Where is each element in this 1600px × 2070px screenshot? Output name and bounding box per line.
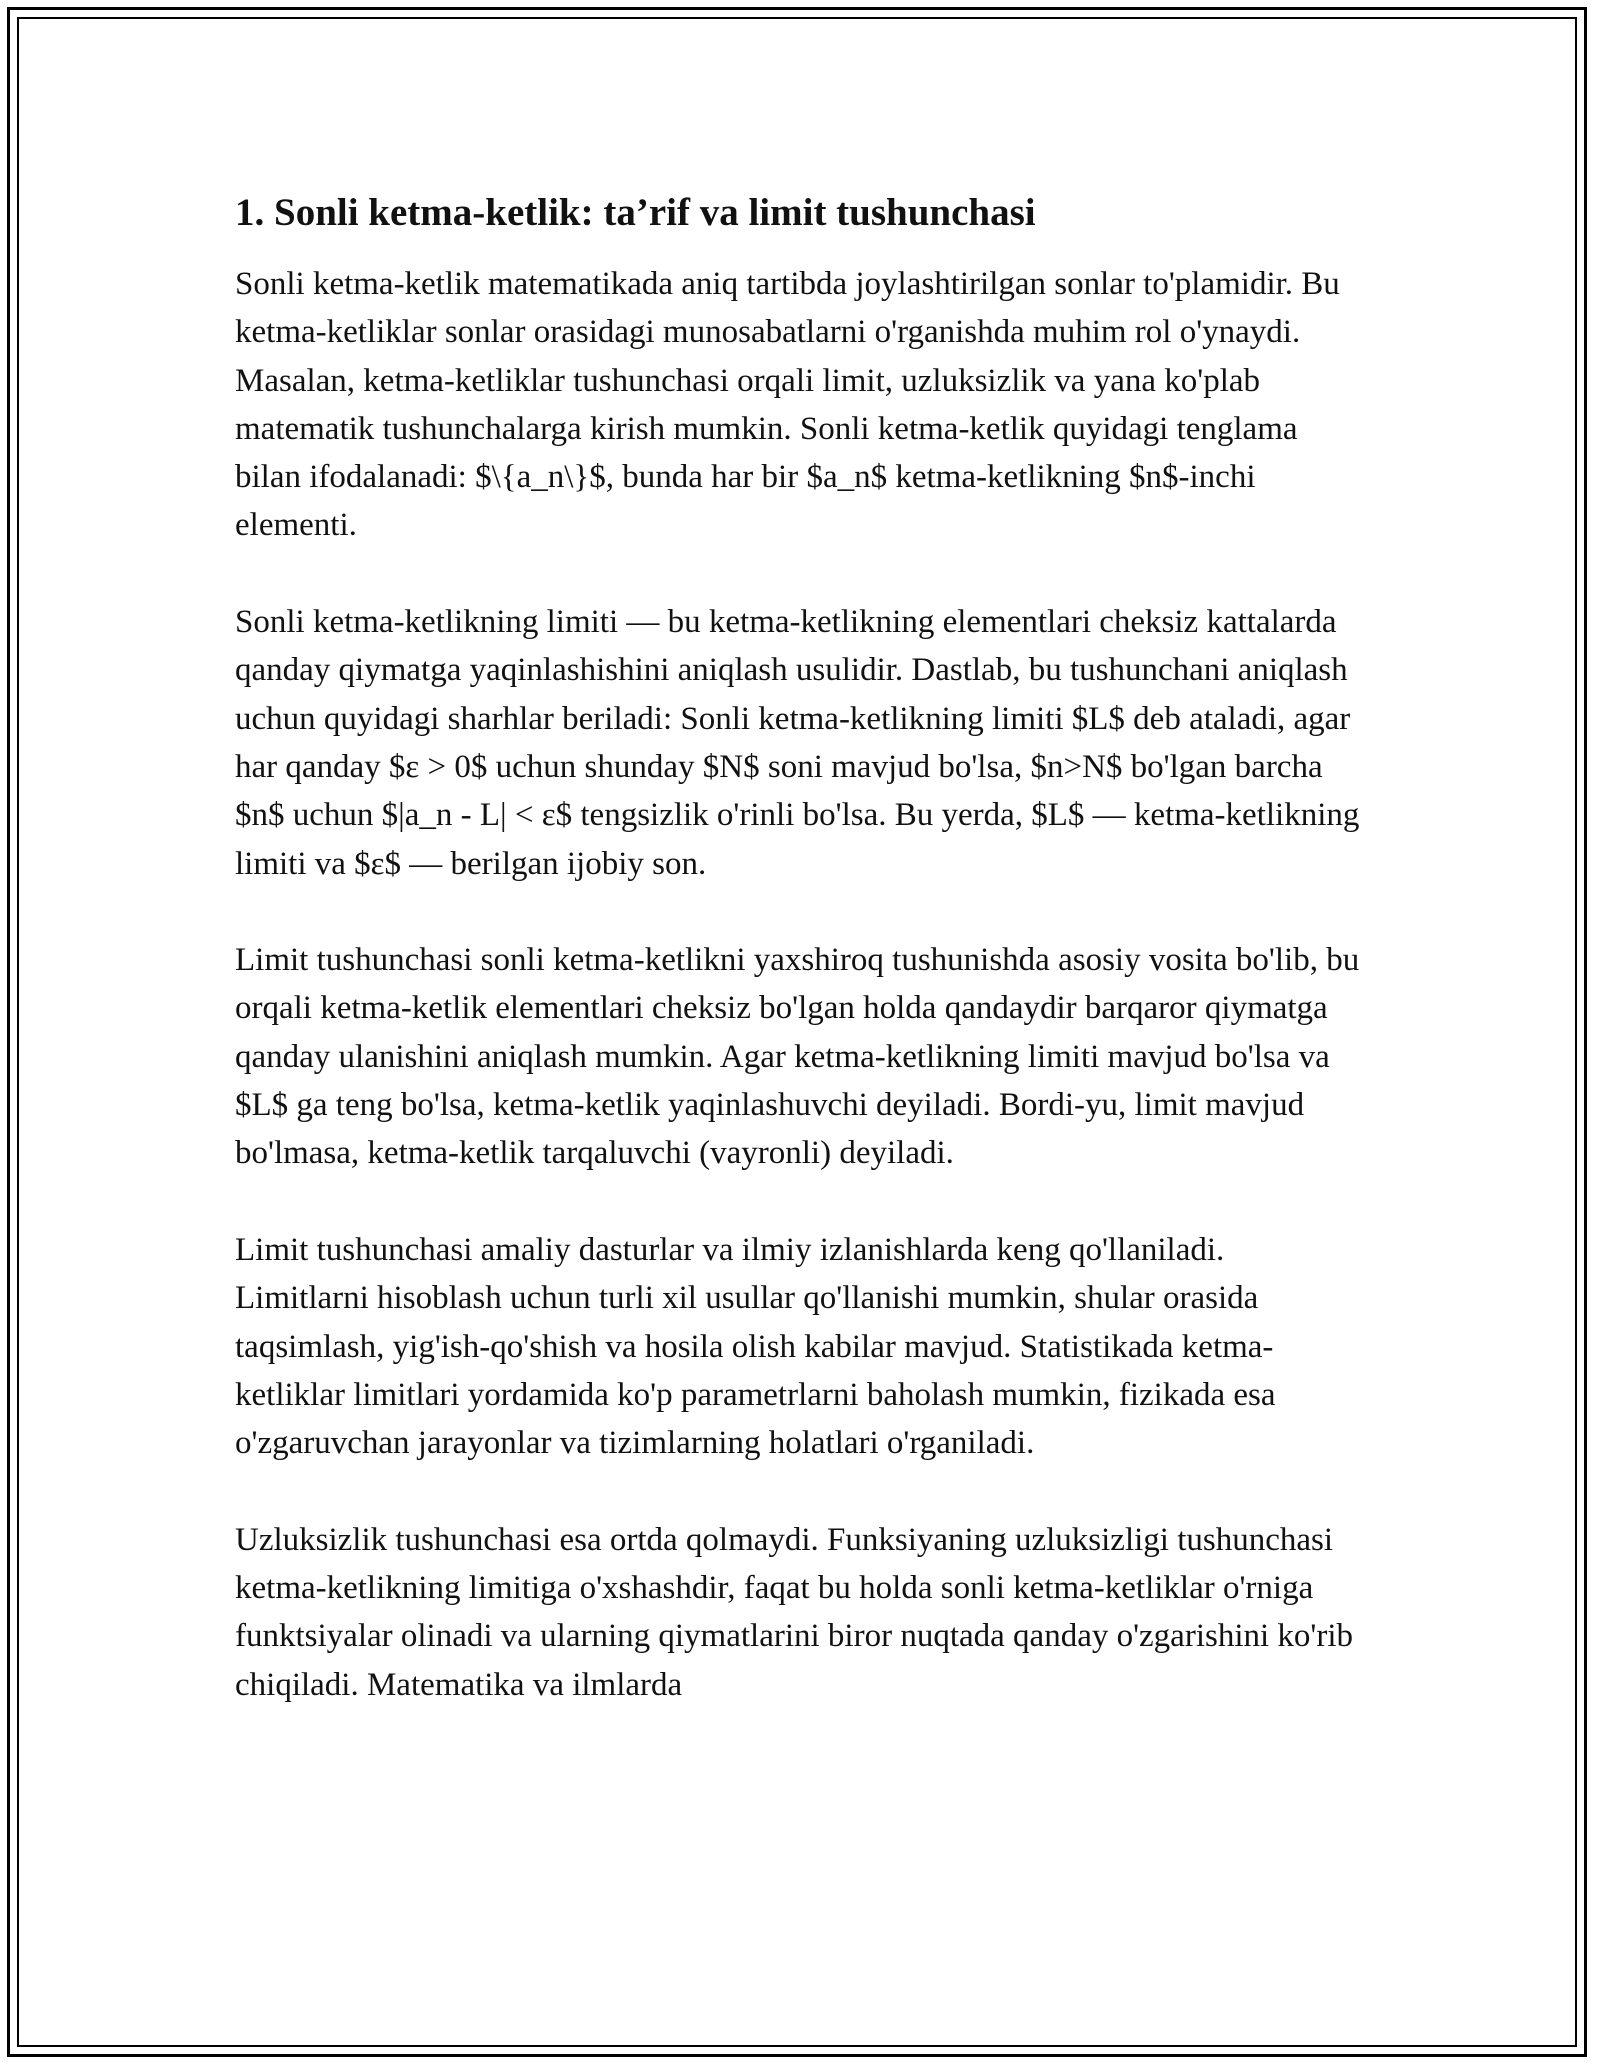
paragraph-2: Sonli ketma-ketlikning limiti — bu ketma-ketlikning elementlari cheksiz kattalarda qanday qiymatga yaqinlashishini aniqlash usulidir. Dastlab, bu tushunchani aniqlash uchun quyidagi sharhlar beriladi: Sonli ketma-ketlikning limiti $L$ deb ataladi, agar har qanday $ε > 0$ uchun shunday $N$ soni mavjud bo'lsa, $n>N$ bo'lgan barcha $n$ uchun $|a_n - L| < ε$ tengsizlik o'rinli bo'lsa. Bu yerda, $L$ — ketma-ketlikning limiti va $ε$ — berilgan ijobiy son. [235, 604, 1360, 882]
paragraph-5: Uzluksizlik tushunchasi esa ortda qolmaydi. Funksiyaning uzluksizligi tushunchasi ketma-ketlikning limitiga o'xshashdir, faqat bu holda sonli ketma-ketliklar o'rniga funktsiyalar olinadi va ularning qiymatlarini biror nuqtada qanday o'zgarishini ko'rib chiqiladi. Matematika va ilmlarda [235, 1521, 1354, 1703]
paragraph-1: Sonli ketma-ketlik matematikada aniq tartibda joylashtirilgan sonlar to'plamidir. Bu ketma-ketliklar sonlar orasidagi munosabatlarni o'rganishda muhim rol o'ynaydi. Masalan, ketma-ketliklar tushunchasi orqali limit, uzluksizlik va yana ko'plab matematik tushunchalarga kirish mumkin. Sonli ketma-ketlik quyidagi tenglama bilan ifodalanadi: $\{a_n\}$, bunda har bir $a_n$ ketma-ketlikning $n$-inchi elementi. [235, 266, 1340, 544]
paragraph-4: Limit tushunchasi amaliy dasturlar va ilmiy izlanishlarda keng qo'llaniladi. Limitlarni hisoblash uchun turli xil usullar qo'llanishi mumkin, shular orasida taqsimlash, yig'ish-qo'shish va hosila olish kabilar mavjud. Statistikada ketma-ketliklar limitlari yordamida ko'p parametrlarni baholash mumkin, fizikada esa o'zgaruvchan jarayonlar va tizimlarning holatlari o'rganiladi. [235, 1231, 1276, 1462]
section-heading: 1. Sonli ketma-ketlik: ta’rif va limit tushunchasi [235, 191, 1036, 234]
paragraph-3: Limit tushunchasi sonli ketma-ketlikni yaxshiroq tushunishda asosiy vosita bo'lib, bu orqali ketma-ketlik elementlari cheksiz bo'lgan holda qandaydir barqaror qiymatga qanday ulanishini aniqlash mumkin. Agar ketma-ketlikning limiti mavjud bo'lsa va $L$ ga teng bo'lsa, ketma-ketlik yaqinlashuvchi deyiladi. Bordi-yu, limit mavjud bo'lmasa, ketma-ketlik tarqaluvchi (vayronli) deyiladi. [235, 942, 1360, 1172]
document-body [235, 187, 1360, 1757]
